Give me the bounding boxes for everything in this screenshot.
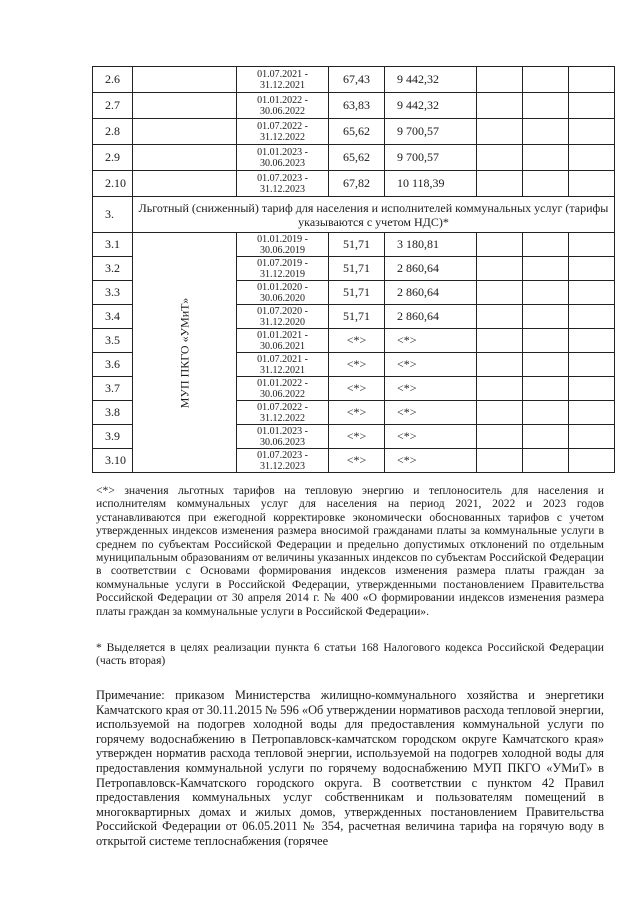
row-number: 3.5: [93, 329, 133, 353]
empty-cell: [523, 93, 569, 119]
empty-cell: [477, 425, 523, 449]
empty-cell: [523, 401, 569, 425]
row-number: 3.2: [93, 257, 133, 281]
section-title: Льготный (сниженный) тариф для населения и исполнителей коммунальных услуг (тарифы указываются с учетом НДС)*: [133, 197, 615, 233]
empty-cell: [569, 377, 615, 401]
section-3-header: [93, 197, 615, 233]
footnote-vat: [96, 641, 604, 668]
footnote-star-text: <*> значения льготных тарифов на тепловую энергию и теплоноситель для населения и исполнителям коммунальных услуг для населения на период 2021, 2022 и 2023 годов устанавливаются при ежегодной корректировке экономически обоснованных тарифов с учетом утвержденных индексов изменения размера вносимой гражданами платы за коммунальные услуги в среднем по субъектам Российской Федерации и предельно допустимых отклонений по отдельным муниципальным образованиям от величины указанных индексов по субъектам Российской Федерации в соответствии с Основами формирования индексов изменения размера платы граждан за коммунальные услуги в Российской Федерации, утвержденными постановлением Правительства Российской Федерации от 30 апреля 2014 г. № 400 «О формировании индексов изменения размера платы граждан за коммунальные услуги в Российской Федерации».: [96, 484, 604, 618]
row-number: 3.10: [93, 449, 133, 473]
empty-cell: [477, 449, 523, 473]
row-number: 3.3: [93, 281, 133, 305]
period-cell: 01.07.2019 - 31.12.2019: [237, 257, 329, 281]
table-body-top: [93, 67, 615, 197]
row-number: 3.1: [93, 233, 133, 257]
row-number: 2.8: [93, 119, 133, 145]
empty-cell: [569, 93, 615, 119]
row-number: 2.7: [93, 93, 133, 119]
tariff-value-cell: <*>: [385, 329, 477, 353]
organization-name: МУП ПКГО «УМиТ»: [177, 297, 191, 408]
tariff-value-cell: <*>: [329, 401, 385, 425]
empty-cell: [523, 329, 569, 353]
empty-cell: [523, 257, 569, 281]
tariff-value-cell: 9 442,32: [385, 67, 477, 93]
tariff-value-cell: 3 180,81: [385, 233, 477, 257]
empty-cell: [523, 145, 569, 171]
period-cell: 01.07.2022 - 31.12.2022: [237, 401, 329, 425]
empty-cell: [569, 257, 615, 281]
empty-cell: [477, 93, 523, 119]
tariff-value-cell: 9 700,57: [385, 119, 477, 145]
tariff-value-cell: 9 442,32: [385, 93, 477, 119]
tariff-value-cell: 10 118,39: [385, 171, 477, 197]
tariff-value-cell: 65,62: [329, 119, 385, 145]
tariff-value-cell: <*>: [329, 353, 385, 377]
empty-cell: [569, 281, 615, 305]
empty-cell: [477, 281, 523, 305]
empty-cell: [477, 171, 523, 197]
period-cell: 01.01.2023 - 30.06.2023: [237, 145, 329, 171]
empty-cell: [523, 119, 569, 145]
tariff-table: [92, 66, 615, 473]
period-cell: 01.01.2021 - 30.06.2021: [237, 329, 329, 353]
tariff-value-cell: <*>: [385, 449, 477, 473]
table-row: [93, 67, 615, 93]
tariff-value-cell: 67,43: [329, 67, 385, 93]
tariff-value-cell: 65,62: [329, 145, 385, 171]
period-cell: 01.01.2019 - 30.06.2019: [237, 233, 329, 257]
table-row: [93, 233, 615, 257]
empty-cell: [569, 449, 615, 473]
empty-cell: [523, 171, 569, 197]
empty-cell: [133, 171, 237, 197]
tariff-value-cell: 51,71: [329, 233, 385, 257]
empty-cell: [477, 233, 523, 257]
organization-cell: [133, 233, 237, 473]
period-cell: 01.07.2020 - 31.12.2020: [237, 305, 329, 329]
empty-cell: [477, 329, 523, 353]
row-number: 2.9: [93, 145, 133, 171]
tariff-value-cell: 2 860,64: [385, 257, 477, 281]
table-row: [93, 145, 615, 171]
empty-cell: [133, 119, 237, 145]
note: [96, 688, 604, 849]
empty-cell: [477, 305, 523, 329]
empty-cell: [523, 281, 569, 305]
empty-cell: [569, 425, 615, 449]
tariff-value-cell: 51,71: [329, 305, 385, 329]
tariff-value-cell: 2 860,64: [385, 305, 477, 329]
period-cell: 01.07.2023 - 31.12.2023: [237, 171, 329, 197]
section-number: 3.: [93, 197, 133, 233]
tariff-value-cell: 51,71: [329, 281, 385, 305]
empty-cell: [477, 145, 523, 171]
empty-cell: [133, 67, 237, 93]
tariff-value-cell: 67,82: [329, 171, 385, 197]
tariff-value-cell: <*>: [385, 353, 477, 377]
footnote-vat-text: * Выделяется в целях реализации пункта 6 статьи 168 Налогового кодекса Российской Федерации (часть вторая): [96, 641, 604, 668]
footnote-star: [96, 484, 604, 618]
period-cell: 01.01.2022 - 30.06.2022: [237, 93, 329, 119]
tariff-value-cell: 51,71: [329, 257, 385, 281]
empty-cell: [523, 377, 569, 401]
empty-cell: [477, 377, 523, 401]
row-number: 3.7: [93, 377, 133, 401]
tariff-value-cell: 63,83: [329, 93, 385, 119]
empty-cell: [477, 119, 523, 145]
period-cell: 01.07.2022 - 31.12.2022: [237, 119, 329, 145]
table-row: [93, 171, 615, 197]
table-row: [93, 93, 615, 119]
row-number: 3.4: [93, 305, 133, 329]
empty-cell: [133, 145, 237, 171]
empty-cell: [477, 67, 523, 93]
empty-cell: [523, 353, 569, 377]
tariff-value-cell: 2 860,64: [385, 281, 477, 305]
tariff-value-cell: <*>: [385, 425, 477, 449]
empty-cell: [523, 305, 569, 329]
tariff-value-cell: <*>: [385, 377, 477, 401]
note-text: Примечание: приказом Министерства жилищно-коммунального хозяйства и энергетики Камчатского края от 30.11.2015 № 596 «Об утверждении нормативов расхода тепловой энергии, используемой на подогрев холодной воды для предоставления коммунальной услуги по горячему водоснабжению в Петропавловск-камчатском городском округе Камчатского края» утвержден норматив расхода тепловой энергии, используемой на подогрев холодной воды для предоставления коммунальной услуги по горячему водоснабжению МУП ПКГО «УМиТ» в Петропавловск-Камчатского городского округа. В соответствии с пунктом 42 Правил предоставления коммунальных услуг собственникам и пользователям помещений в многоквартирных домах и жилых домов, утвержденных постановлением Правительства Российской Федерации от 06.05.2011 № 354, расчетная величина тарифа на горячую воду в открытой системе теплоснабжения (горячее: [96, 688, 604, 848]
period-cell: 01.01.2022 - 30.06.2022: [237, 377, 329, 401]
empty-cell: [569, 145, 615, 171]
empty-cell: [569, 119, 615, 145]
empty-cell: [523, 449, 569, 473]
row-number: 3.9: [93, 425, 133, 449]
empty-cell: [569, 305, 615, 329]
empty-cell: [477, 401, 523, 425]
empty-cell: [569, 329, 615, 353]
period-cell: 01.07.2021 - 31.12.2021: [237, 353, 329, 377]
tariff-value-cell: <*>: [329, 377, 385, 401]
row-number: 2.10: [93, 171, 133, 197]
row-number: 3.6: [93, 353, 133, 377]
period-cell: 01.07.2021 - 31.12.2021: [237, 67, 329, 93]
empty-cell: [569, 233, 615, 257]
period-cell: 01.01.2020 - 30.06.2020: [237, 281, 329, 305]
tariff-value-cell: <*>: [329, 329, 385, 353]
empty-cell: [569, 401, 615, 425]
period-cell: 01.07.2023 - 31.12.2023: [237, 449, 329, 473]
tariff-value-cell: <*>: [385, 401, 477, 425]
row-number: 2.6: [93, 67, 133, 93]
empty-cell: [477, 353, 523, 377]
table-body-bottom: [93, 233, 615, 473]
empty-cell: [523, 233, 569, 257]
empty-cell: [569, 353, 615, 377]
tariff-value-cell: <*>: [329, 425, 385, 449]
tariff-value-cell: <*>: [329, 449, 385, 473]
period-cell: 01.01.2023 - 30.06.2023: [237, 425, 329, 449]
empty-cell: [477, 257, 523, 281]
empty-cell: [569, 171, 615, 197]
empty-cell: [133, 93, 237, 119]
row-number: 3.8: [93, 401, 133, 425]
empty-cell: [523, 425, 569, 449]
table-row: [93, 119, 615, 145]
tariff-value-cell: 9 700,57: [385, 145, 477, 171]
empty-cell: [569, 67, 615, 93]
table-row: [93, 197, 615, 233]
empty-cell: [523, 67, 569, 93]
